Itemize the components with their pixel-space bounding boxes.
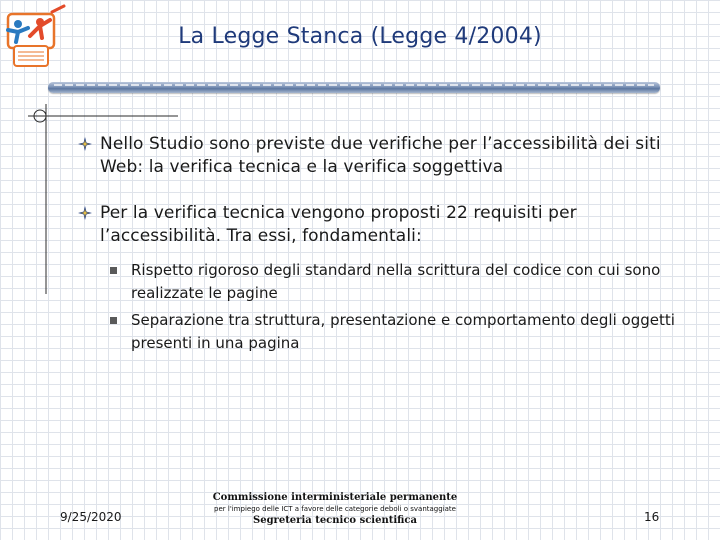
sub-bullet-item — [108, 309, 678, 355]
sub-bullet-list — [78, 259, 678, 355]
star-bullet-icon — [78, 137, 92, 151]
bullet-text: Per la verifica tecnica vengono proposti 22 requisiti per l’accessibilità. Tra essi, fondamentali: — [100, 203, 577, 246]
sub-bullet-item — [108, 259, 678, 305]
square-bullet-icon — [110, 267, 117, 274]
sub-bullet-text: Separazione tra struttura, presentazione e comportamento degli oggetti presenti in una pagina — [131, 311, 675, 352]
footer-line-2: per l'impiego delle ICT a favore delle categorie deboli o svantaggiate — [214, 505, 456, 513]
title-underline-bar — [48, 82, 660, 93]
slide-title: La Legge Stanca (Legge 4/2004) — [178, 24, 542, 49]
bullet-item — [78, 202, 678, 248]
slide-content — [78, 133, 678, 359]
bullet-text: Nello Studio sono previste due verifiche per l’accessibilità dei siti Web: la verifica tecnica e la verifica soggettiva — [100, 134, 661, 177]
page-number: 16 — [644, 510, 660, 524]
footer-line-3: Segreteria tecnico scientifica — [252, 515, 417, 526]
square-bullet-icon — [110, 317, 117, 324]
footer-line-1: Commissione interministeriale permanente — [212, 492, 458, 503]
bullet-item — [78, 133, 678, 179]
footer-organization — [200, 491, 470, 527]
footer-date: 9/25/2020 — [60, 510, 122, 524]
star-bullet-icon — [78, 206, 92, 220]
sub-bullet-text: Rispetto rigoroso degli standard nella scrittura del codice con cui sono realizzate le pagine — [131, 261, 661, 302]
